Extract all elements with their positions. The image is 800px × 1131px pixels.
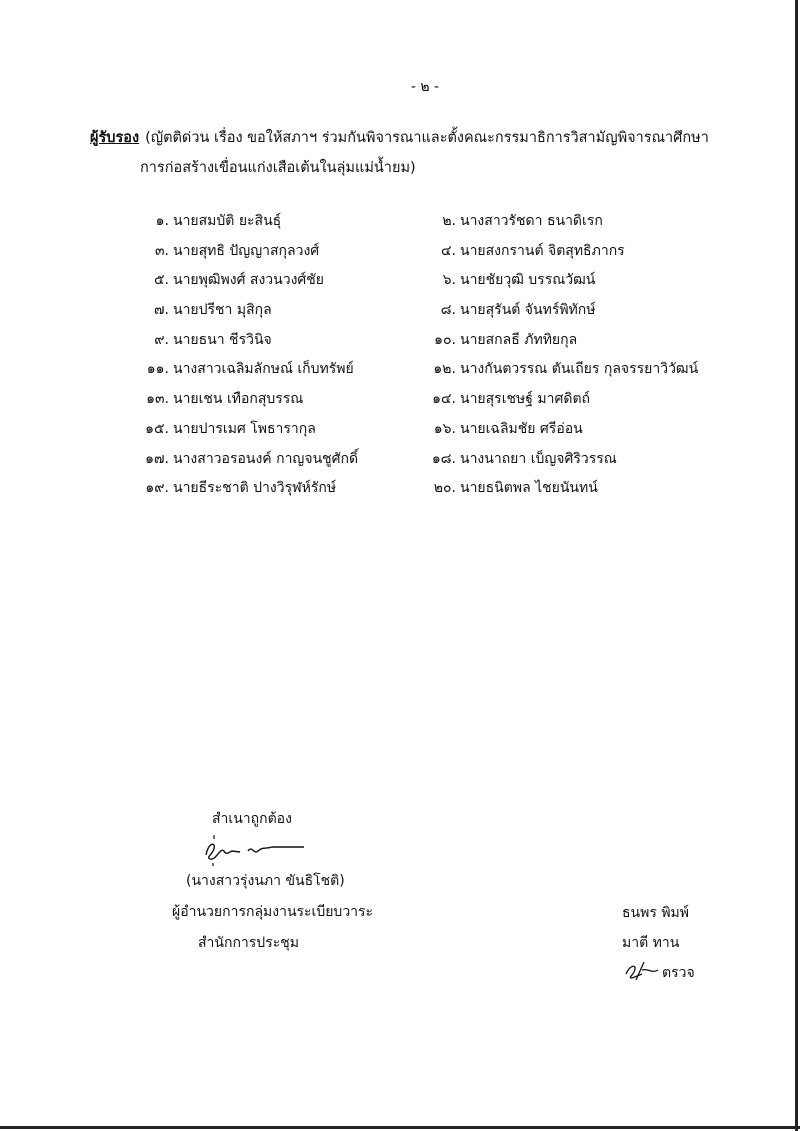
- endorser-number: ๗.: [154, 302, 169, 319]
- heading-label: ผู้รับรอง: [90, 130, 140, 146]
- endorser-name: นายสกลธี ภัททิยกุล: [460, 331, 578, 348]
- checked-by: มาตี ทาน: [622, 935, 680, 951]
- endorser-name: นายธีระชาติ ปางวิรุฬห์รักษ์: [173, 480, 337, 497]
- certifier-name: (นางสาวรุ่งนภา ขันธิโชติ): [186, 873, 345, 889]
- endorser-name: นายธนา ชีรวินิจ: [173, 331, 272, 348]
- endorser-row: [135, 329, 735, 359]
- endorser-name: นายสุรันต์ จันทร์พิทักษ์: [460, 302, 596, 319]
- endorser-entry: [135, 299, 272, 321]
- endorser-name: นายสงกรานต์ จิตสุทธิภากร: [460, 242, 625, 259]
- endorser-number: ๑๖.: [433, 420, 456, 437]
- endorser-row: [135, 448, 735, 478]
- endorser-number: ๙.: [154, 331, 169, 348]
- verify-label: ตรวจ: [662, 965, 695, 981]
- endorser-row: [135, 388, 735, 418]
- endorser-entry: [135, 269, 324, 291]
- endorser-row: [135, 299, 735, 329]
- endorser-name: นางนาถยา เบ็ญจศิริวรรณ: [460, 450, 617, 467]
- endorser-row: [135, 477, 735, 507]
- endorser-number: ๑๑.: [146, 361, 169, 378]
- endorser-name: นายเชน เทือกสุบรรณ: [173, 391, 304, 408]
- endorser-name: นางกันตวรรณ ตันเถียร กุลจรรยาวิวัฒน์: [460, 361, 699, 378]
- endorser-number: ๔.: [440, 242, 456, 259]
- endorser-row: [135, 358, 735, 388]
- endorser-entry: [422, 329, 577, 351]
- endorser-number: ๑๘.: [431, 450, 456, 467]
- endorser-name: นายปรีชา มุสิกุล: [173, 302, 272, 319]
- heading: [90, 123, 750, 183]
- endorser-entry: [135, 418, 316, 440]
- endorser-entry: [135, 210, 281, 232]
- endorser-entry: [135, 388, 303, 410]
- endorser-entry: [422, 448, 617, 470]
- certifier-office: สำนักการประชุม: [198, 935, 299, 951]
- endorser-name: นายปารเมศ โพธารากุล: [173, 420, 316, 437]
- endorser-name: นายชัยวุฒิ บรรณวัฒน์: [460, 272, 596, 289]
- endorser-row: [135, 418, 735, 448]
- endorser-entry: [422, 269, 595, 291]
- endorser-entry: [135, 477, 336, 499]
- endorser-number: ๓.: [154, 242, 169, 259]
- endorser-entry: [422, 418, 583, 440]
- endorser-number: ๕.: [153, 272, 169, 289]
- endorser-entry: [422, 477, 598, 499]
- endorser-row: [135, 210, 735, 240]
- certifier-position: ผู้อำนวยการกลุ่มงานระเบียบวาระ: [172, 904, 374, 920]
- endorser-number: ๑๙.: [145, 480, 169, 497]
- endorser-number: ๑๕.: [145, 420, 169, 437]
- endorser-entry: [135, 448, 358, 470]
- endorser-name: นายสมบัติ ยะสินธุ์: [173, 213, 282, 229]
- endorser-entry: [135, 240, 319, 262]
- endorser-name: นายสุทธิ ปัญญาสกุลวงศ์: [173, 242, 320, 259]
- endorser-number: ๑๔.: [432, 391, 456, 408]
- endorser-entry: [135, 329, 272, 351]
- endorser-name: นายพุฒิพงศ์ สงวนวงศ์ชัย: [173, 272, 325, 289]
- endorser-entry: [135, 358, 354, 380]
- endorser-name: นายเฉลิมชัย ศรีอ่อน: [460, 420, 583, 437]
- endorser-row: [135, 240, 735, 270]
- endorser-number: ๑๗.: [145, 450, 169, 467]
- endorser-number: ๒๐.: [433, 480, 456, 497]
- page-number: - ๒ -: [410, 79, 440, 95]
- endorser-number: ๑๐.: [434, 331, 456, 348]
- endorser-name: นายสุรเชษฐ์ มาศดิตถ์: [460, 391, 591, 408]
- initials-image: [622, 956, 660, 982]
- endorser-entry: [422, 210, 603, 232]
- signature-image: [200, 833, 310, 867]
- endorser-row: [135, 269, 735, 299]
- endorser-number: ๘.: [440, 302, 456, 319]
- endorser-number: ๒.: [442, 213, 456, 229]
- endorser-number: ๑.: [155, 213, 169, 229]
- scan-edge-right: [795, 0, 798, 1131]
- typed-by: ธนพร พิมพ์: [622, 905, 689, 921]
- heading-line-1: (ญัตติด่วน เรื่อง ขอให้สภาฯ ร่วมกันพิจารณาและตั้งคณะกรรมาธิการวิสามัญพิจารณาศึกษา: [145, 130, 709, 146]
- endorser-name: นางสาวเฉลิมลักษณ์ เก็บทรัพย์: [173, 361, 354, 378]
- endorser-list: [135, 210, 735, 507]
- endorser-entry: [422, 388, 590, 410]
- scan-edge-bottom: [0, 1126, 800, 1129]
- endorser-number: ๑๓.: [146, 391, 169, 408]
- endorser-number: ๑๒.: [433, 361, 456, 378]
- heading-line-2: การก่อสร้างเขื่อนแก่งเสือเต้นในลุ่มแม่น้ำยม): [140, 160, 416, 176]
- endorser-entry: [422, 240, 625, 262]
- endorser-name: นายธนิตพล ไชยนันทน์: [460, 480, 598, 497]
- endorser-entry: [422, 299, 596, 321]
- endorser-number: ๖.: [442, 272, 456, 289]
- endorser-name: นางสาวรัชดา ธนาดิเรก: [460, 213, 603, 229]
- endorser-entry: [422, 358, 698, 380]
- endorser-name: นางสาวอรอนงค์ กาญจนชูศักดิ์: [173, 450, 359, 467]
- certified-copy-text: สำเนาถูกต้อง: [212, 811, 292, 827]
